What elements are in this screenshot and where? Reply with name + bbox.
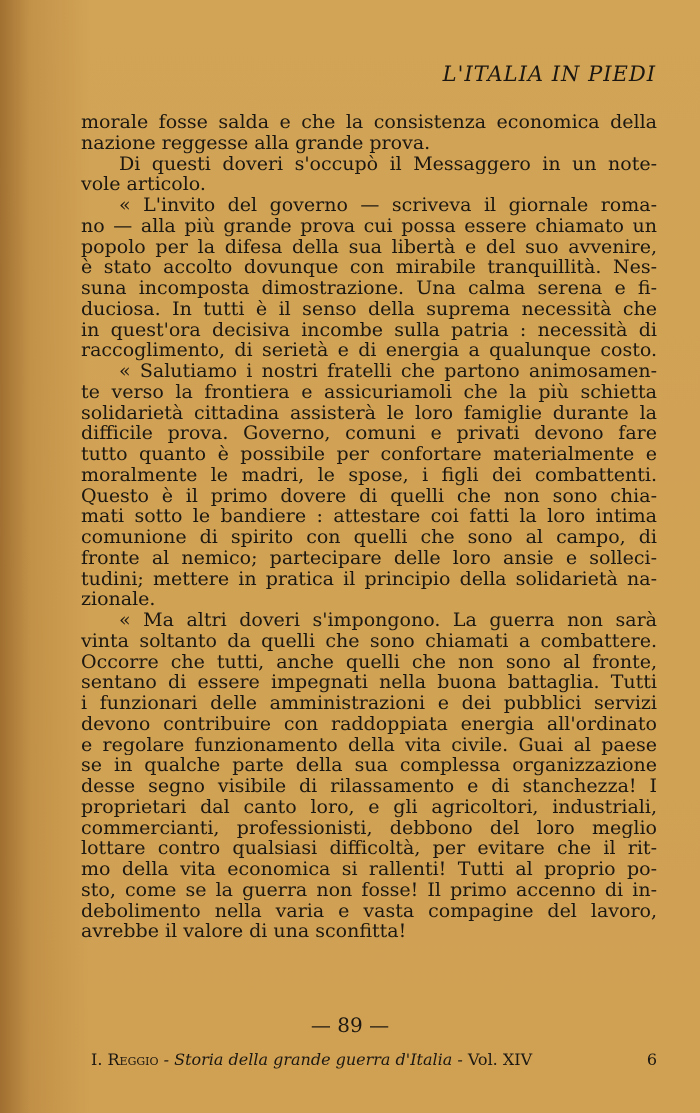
footer-title: - Storia della grande guerra d'Italia -: [163, 1050, 463, 1069]
text-line: proprietari dal canto loro, e gli agricoltori, industriali,: [81, 796, 657, 818]
footer-author: I. Reggio: [91, 1050, 159, 1069]
text-line: sentano di essere impegnati nella buona battaglia. Tutti: [81, 672, 657, 693]
text-line: è stato accolto dovunque con mirabile tranquillità. Nes-: [81, 257, 657, 278]
text-line: « Ma altri doveri s'impongono. La guerra non sarà: [119, 610, 657, 631]
text-line: Occorre che tutti, anche quelli che non sono al fronte,: [81, 651, 657, 673]
text-line: raccoglimento, di serietà e di energia a qualunque costo.: [81, 340, 657, 361]
text-line: tutto quanto è possibile per confortare materialmente e: [81, 444, 657, 465]
text-line: vinta soltanto da quelli che sono chiamati a combattere.: [81, 630, 657, 652]
text-line: sto, come se la guerra non fosse! Il primo accenno di in-: [81, 879, 657, 901]
text-line: i funzionari delle amministrazioni e dei pubblici servizi: [81, 693, 657, 714]
text-line: « Salutiamo i nostri fratelli che partono animosamen-: [119, 361, 657, 382]
text-line: vole articolo.: [81, 174, 206, 195]
text-line: popolo per la difesa della sua libertà e del suo avvenire,: [81, 236, 657, 258]
text-line: avrebbe il valore di una sconfitta!: [81, 921, 407, 942]
text-line: devono contribuire con raddoppiata energia all'ordinato: [81, 713, 657, 735]
text-line: morale fosse salda e che la consistenza economica della: [81, 112, 657, 133]
text-line: commercianti, professionisti, debbono del loro meglio: [81, 817, 657, 839]
text-line: debolimento nella varia e vasta compagine del lavoro,: [81, 900, 657, 922]
text-line: nazione reggesse alla grande prova.: [81, 132, 431, 154]
text-line: no — alla più grande prova cui possa essere chiamato un: [81, 215, 657, 237]
text-line: difficile prova. Governo, comuni e privati devono fare: [81, 423, 657, 444]
footer-volume: Vol. XIV: [467, 1050, 533, 1069]
footer-line: [91, 1050, 657, 1069]
text-line: zionale.: [81, 589, 156, 610]
body-text: [81, 112, 657, 942]
text-line: te verso la frontiera e assicuriamoli che la più schietta: [81, 381, 657, 403]
text-line: duciosa. In tutti è il senso della suprema necessità che: [81, 298, 657, 320]
text-line: fronte al nemico; partecipare delle loro ansie e solleci-: [81, 547, 657, 569]
text-line: « L'invito del governo — scriveva il giornale roma-: [119, 195, 657, 216]
text-line: e regolare funzionamento della vita civile. Guai al paese: [81, 734, 657, 756]
text-line: suna incomposta dimostrazione. Una calma serena e fi-: [81, 278, 657, 299]
text-line: in quest'ora decisiva incombe sulla patria : necessità di: [81, 319, 657, 341]
footer-credit: [91, 1050, 532, 1069]
text-line: comunione di spirito con quelli che sono al campo, di: [81, 527, 657, 548]
text-line: moralmente le madri, le spose, i figli dei combattenti.: [81, 464, 657, 486]
text-line: lottare contro qualsiasi difficoltà, per evitare che il rit-: [81, 838, 657, 859]
text-line: Questo è il primo dovere di quelli che non sono chia-: [81, 485, 657, 507]
text-line: mo della vita economica si rallenti! Tutti al proprio po-: [81, 859, 657, 880]
text-line: se in qualche parte della sua complessa organizzazione: [81, 755, 657, 776]
footer-signature: 6: [646, 1050, 657, 1069]
text-line: mati sotto le bandiere : attestare coi fatti la loro intima: [81, 506, 657, 527]
text-line: solidarietà cittadina assisterà le loro famiglie durante la: [81, 402, 657, 424]
text-line: desse segno visibile di rilassamento e di stanchezza! I: [81, 776, 657, 797]
text-line: tudini; mettere in pratica il principio della solidarietà na-: [81, 568, 657, 590]
page-number: — 89 —: [310, 1013, 390, 1037]
running-head: L'ITALIA IN PIEDI: [442, 62, 656, 86]
text-line: Di questi doveri s'occupò il Messaggero in un note-: [119, 153, 657, 175]
